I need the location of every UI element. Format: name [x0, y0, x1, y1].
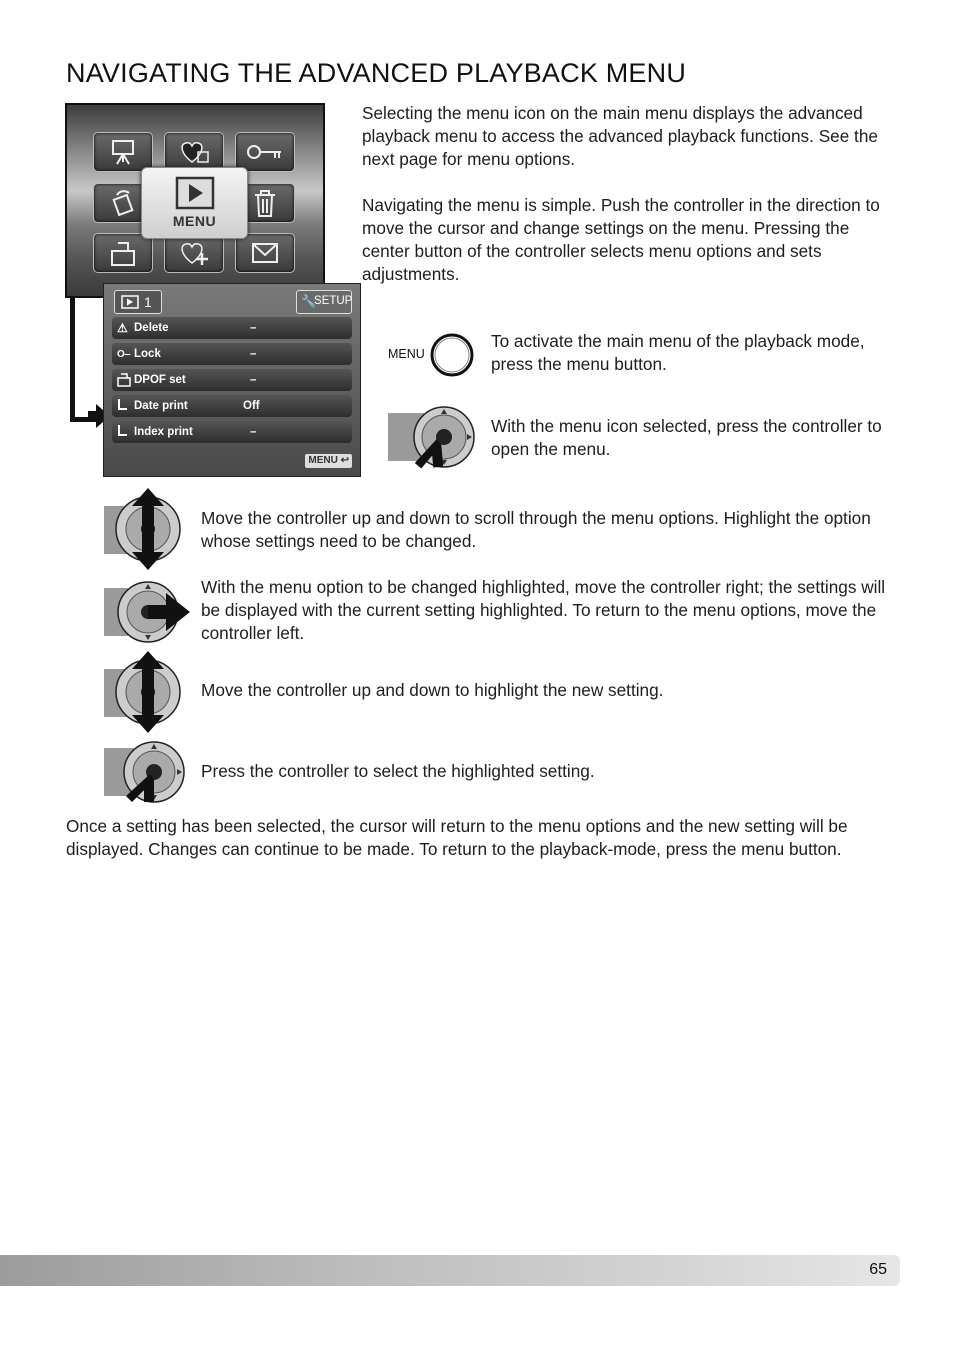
key-icon: O‒	[117, 349, 131, 360]
controller-up-down-icon	[104, 488, 184, 570]
favorites-play-icon	[164, 132, 224, 172]
menu-button-label: MENU	[388, 347, 425, 361]
controller-press-icon	[388, 403, 478, 471]
menu-tile-selected	[141, 167, 248, 239]
menu-row-label: DPOF set	[134, 374, 186, 386]
playback-menu-screenshot	[103, 283, 361, 477]
main-menu-screenshot	[65, 103, 325, 298]
step-text: To activate the main menu of the playback mode, press the menu button.	[491, 331, 865, 374]
playback-tab-number: 1	[144, 294, 152, 310]
menu-row-label: Date print	[134, 400, 188, 412]
key-lock-icon	[235, 132, 295, 172]
menu-row-value: Off	[243, 400, 260, 412]
menu-tile-label: MENU	[172, 213, 217, 229]
email-icon	[235, 233, 295, 273]
menu-row-label: Lock	[134, 348, 161, 360]
intro-paragraph: Selecting the menu icon on the main menu displays the advanced playback menu to access the advanced playback functions. See the next page for menu options.	[362, 103, 878, 169]
menu-back-badge: MENU ↩	[305, 454, 352, 468]
setup-tab	[296, 290, 352, 314]
menu-row	[112, 421, 352, 443]
setup-tab-label: SETUP	[314, 295, 353, 307]
intro-paragraph: Navigating the menu is simple. Push the controller in the direction to move the cursor and change settings on the menu. Pressing the center button of the controller selects menu options and sets adjustments.	[362, 195, 880, 284]
menu-row-value: –	[250, 322, 257, 334]
step-text: With the menu icon selected, press the controller to open the menu.	[491, 416, 882, 459]
sub-item-icon	[117, 425, 127, 437]
menu-row-value: –	[250, 348, 257, 360]
menu-row-label: Index print	[134, 426, 193, 438]
playback-tab-icon	[121, 295, 139, 309]
menu-button-illustration	[388, 333, 476, 377]
controller-right-icon	[104, 580, 190, 644]
controller-up-down-icon	[104, 651, 184, 733]
playback-icon	[175, 176, 215, 210]
menu-row-label: Delete	[134, 322, 169, 334]
step-text: Move the controller up and down to highlight the new setting.	[201, 680, 664, 700]
dpof-print-icon	[93, 233, 153, 273]
intro-text	[362, 102, 890, 286]
page-number: 65	[869, 1261, 887, 1278]
page-title: NAVIGATING THE ADVANCED PLAYBACK MENU	[66, 58, 687, 88]
warning-icon: ⚠	[117, 321, 128, 335]
wrench-icon: 🔧	[301, 294, 316, 308]
sub-item-icon	[117, 399, 127, 411]
menu-row	[112, 343, 352, 365]
menu-back-label: MENU	[308, 455, 338, 466]
menu-row	[112, 317, 352, 339]
menu-row-value: –	[250, 374, 257, 386]
step-text: Press the controller to select the highlighted setting.	[201, 761, 595, 781]
menu-row	[112, 395, 352, 417]
favorites-add-icon	[164, 233, 224, 273]
playback-tab	[114, 290, 162, 314]
slideshow-icon	[93, 132, 153, 172]
controller-press-icon	[104, 740, 188, 804]
menu-row	[112, 369, 352, 391]
menu-row-value: –	[250, 426, 257, 438]
menu-button-icon	[430, 333, 474, 377]
print-icon	[117, 373, 131, 387]
closing-paragraph: Once a setting has been selected, the cursor will return to the menu options and the new setting will be displayed. Changes can continue to be made. To return to the playback-mode, press the menu button.	[66, 816, 848, 859]
footer-bar	[0, 1255, 900, 1286]
step-text: Move the controller up and down to scroll through the menu options. Highlight the option whose settings need to be changed.	[201, 508, 871, 551]
step-text: With the menu option to be changed highlighted, move the controller right; the settings will be displayed with the current setting highlighted. To return to the menu options, move the controller left.	[201, 577, 886, 643]
